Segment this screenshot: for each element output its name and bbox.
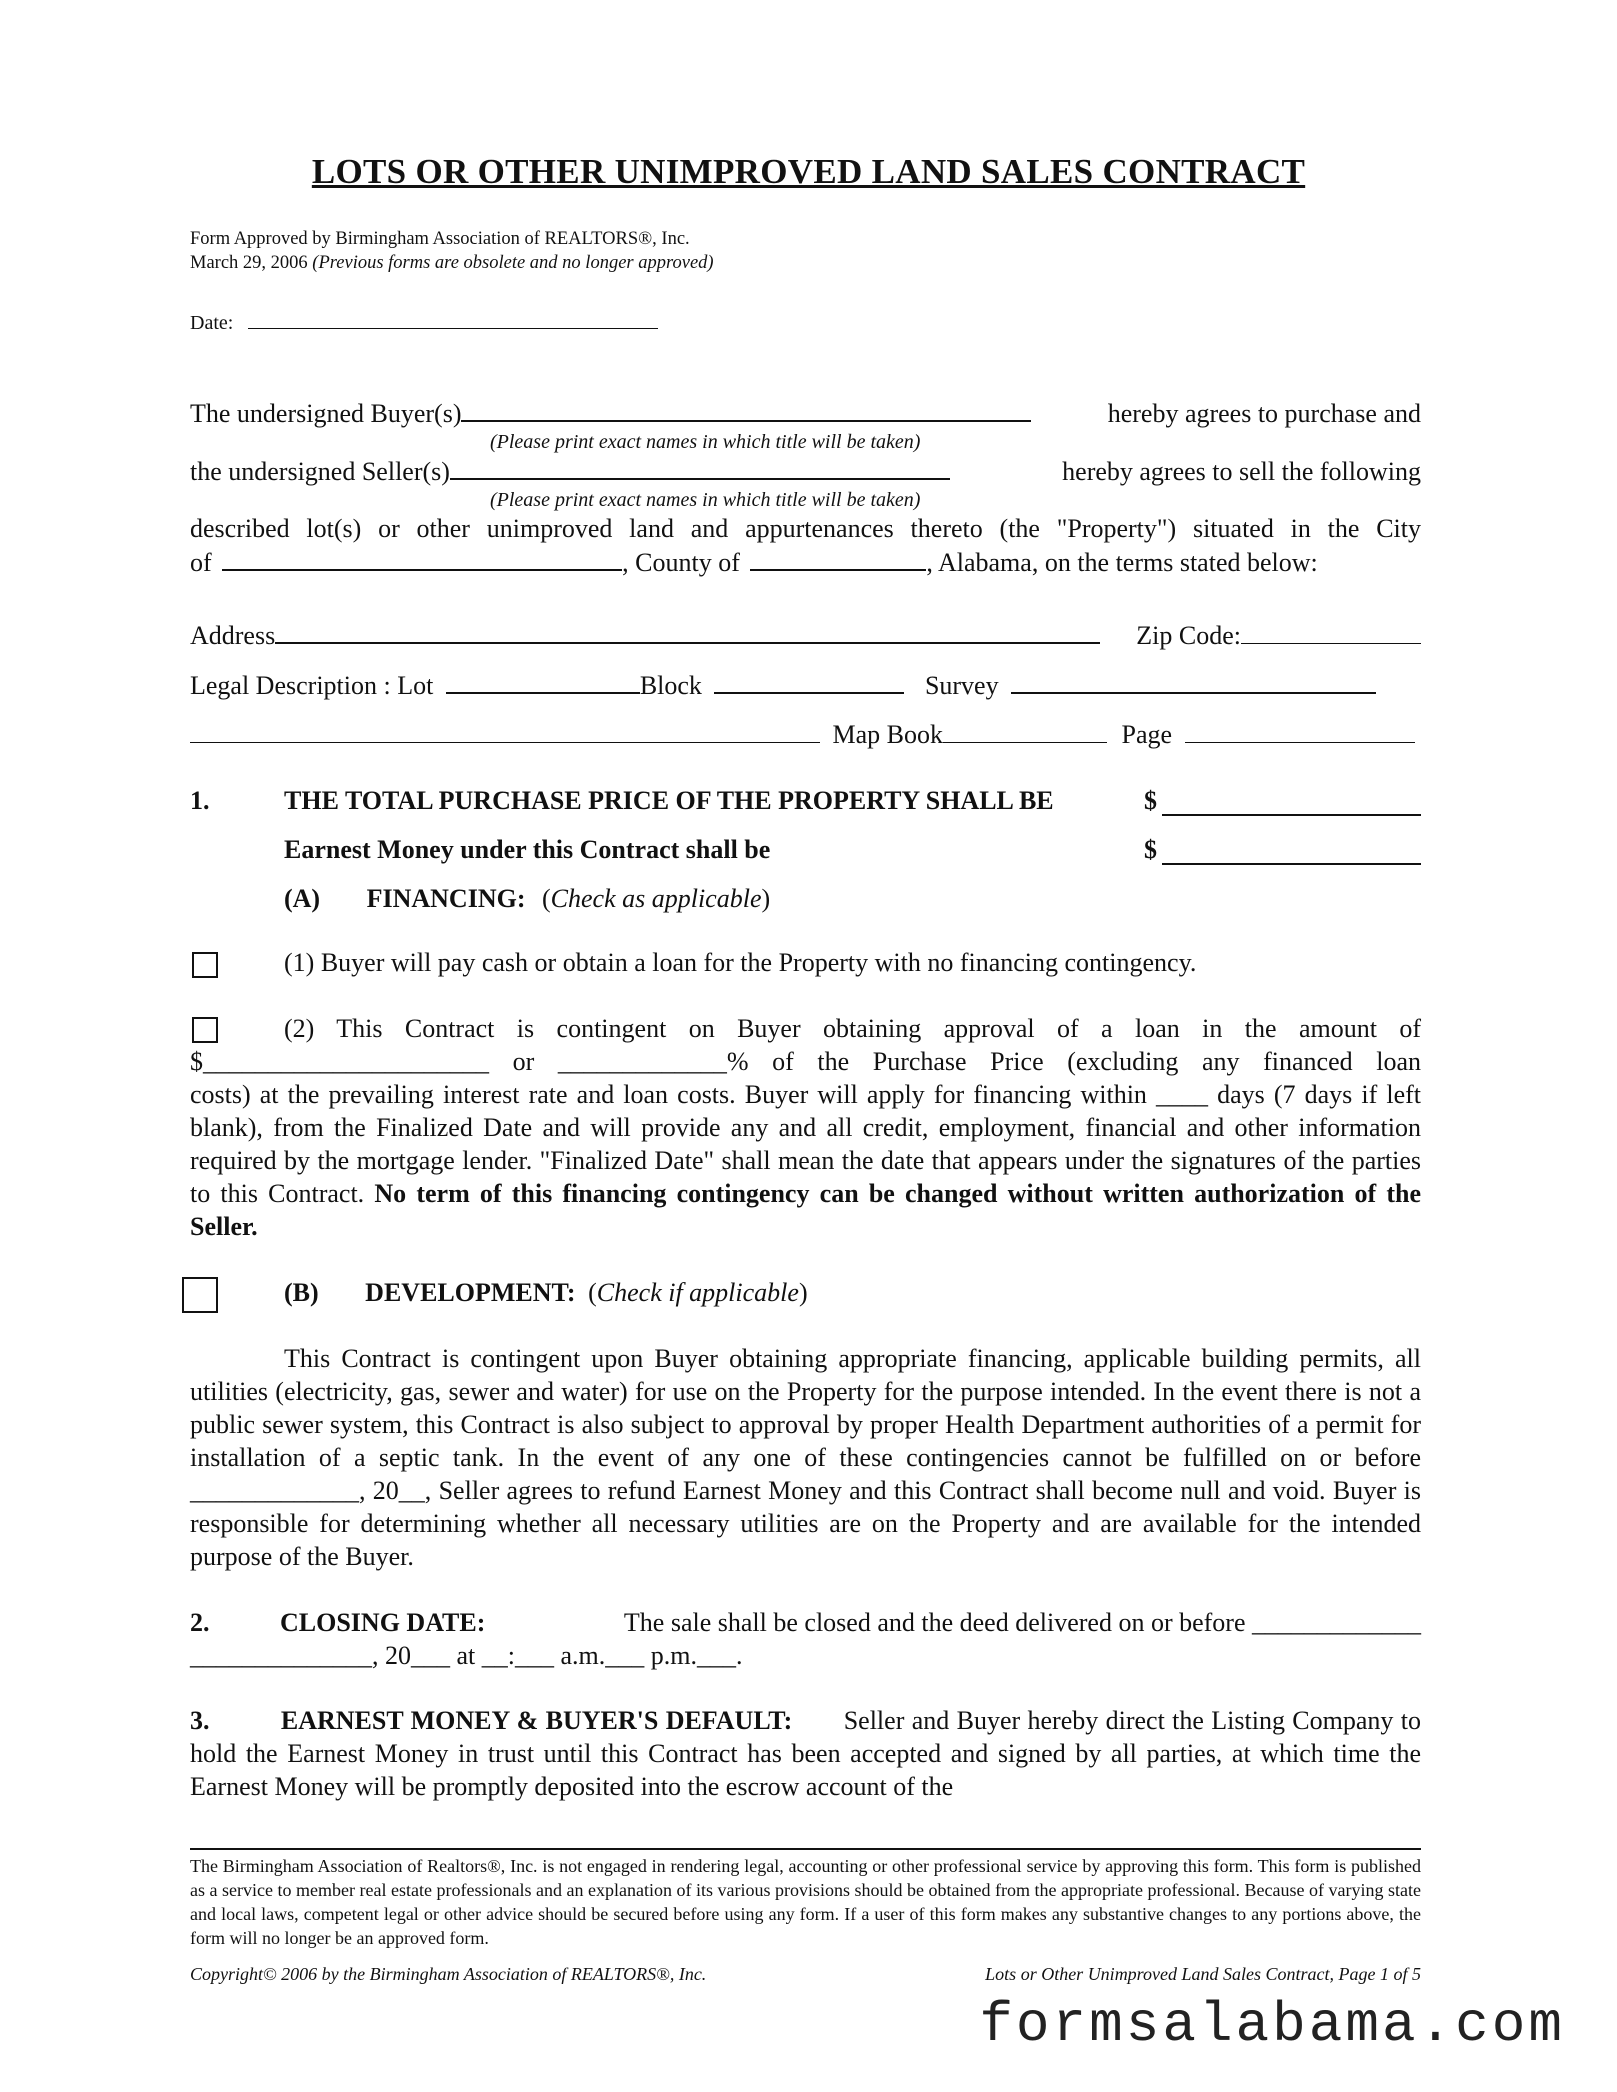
earnest-currency: $	[1144, 835, 1157, 864]
option1-text: (1) Buyer will pay cash or obtain a loan for the Property with no financing contingency.	[284, 948, 1197, 977]
county-label: , County of	[622, 548, 740, 577]
section2-number: 2.	[190, 1608, 210, 1637]
legal-label: Legal Description : Lot	[190, 671, 434, 700]
section2-row	[190, 1606, 1421, 1639]
seller-label: the undersigned Seller(s)	[190, 457, 450, 486]
seller-row	[190, 454, 1421, 488]
option2-block	[190, 1012, 1421, 1243]
mapbook-row	[190, 718, 1421, 751]
seller-suffix: hereby agrees to sell the following	[1062, 457, 1421, 486]
footer-divider	[190, 1848, 1421, 1850]
buyer-suffix: hereby agrees to purchase and	[1107, 399, 1421, 428]
footer-notice: The Birmingham Association of Realtors®, Inc. is not engaged in rendering legal, accounting or other professional service by approving this form. This form is published as a service to member real estate professionals and an explanation of its various provisions should be obtained from the appropriate professional. Because of varying state and local laws, competent legal or other advice should be secured before using any form. If a user of this form makes any substantive changes to any portions above, the form will no longer be an approved form.	[190, 1856, 1421, 1948]
described-line: described lot(s) or other unimproved land and appurtenances thereto (the "Property") situated in the City	[190, 514, 1421, 543]
survey-label: Survey	[924, 671, 999, 700]
parties-block	[190, 396, 1421, 579]
section2-block	[190, 1606, 1421, 1672]
section3-heading: EARNEST MONEY & BUYER'S DEFAULT:	[280, 1706, 793, 1735]
page-number: Lots or Other Unimproved Land Sales Contract, Page 1 of 5	[985, 1964, 1421, 1984]
financing-row: (A) FINANCING: (Check as applicable)	[284, 884, 771, 913]
section3-block	[190, 1704, 1421, 1803]
watermark: formsalabama.com	[979, 1993, 1565, 2057]
city-field[interactable]	[222, 545, 622, 571]
zip-label: Zip Code:	[1136, 621, 1241, 650]
option2-line1: (2) This Contract is contingent on Buyer obtaining approval of a loan in the amount of	[284, 1014, 1421, 1043]
development-heading: DEVELOPMENT:	[365, 1278, 576, 1307]
financing-heading: FINANCING:	[366, 884, 526, 913]
development-checkbox[interactable]	[182, 1277, 218, 1313]
earnest-money-field[interactable]	[1162, 839, 1421, 865]
approval-line: Form Approved by Birmingham Association of REALTORS®, Inc.	[190, 229, 690, 249]
section2-heading: CLOSING DATE:	[280, 1608, 486, 1637]
section1-heading: THE TOTAL PURCHASE PRICE OF THE PROPERTY SHALL BE	[284, 786, 1054, 815]
document-title: LOTS OR OTHER UNIMPROVED LAND SALES CONTRACT	[311, 152, 1306, 191]
city-county-row	[190, 545, 1421, 579]
date-field[interactable]	[248, 308, 658, 329]
block-field[interactable]	[714, 668, 904, 694]
financing-note: Check as applicable	[550, 884, 762, 913]
section1-number: 1.	[190, 786, 210, 815]
price-currency: $	[1144, 786, 1157, 815]
date-label: Date:	[190, 312, 234, 334]
approval-date-line	[190, 251, 714, 275]
purchase-price-field[interactable]	[1162, 790, 1421, 816]
legal-extra-field[interactable]	[190, 722, 820, 743]
mapbook-label: Map Book	[832, 720, 943, 749]
section3-text: Seller and Buyer hereby direct the Listing Company to hold the Earnest Money in trust until this Contract has been accepted and signed by all parties, at which time the Earnest Money will be promptly deposited into the escrow account of the	[190, 1706, 1421, 1801]
page-label: Page	[1121, 720, 1173, 749]
earnest-row	[284, 833, 1421, 866]
option2-bold: No term of this financing contingency can be changed without written authorization of the Seller.	[190, 1179, 1422, 1241]
lot-field[interactable]	[446, 668, 640, 694]
buyer-row	[190, 396, 1421, 430]
buyer-name-field[interactable]	[461, 396, 1031, 422]
address-row	[190, 618, 1421, 652]
approval-note: (Previous forms are obsolete and no longer approved)	[312, 253, 714, 273]
address-label: Address	[190, 621, 276, 650]
seller-name-field[interactable]	[450, 454, 950, 480]
development-row: (B) DEVELOPMENT: (Check if applicable)	[284, 1278, 808, 1307]
financing-letter: (A)	[284, 884, 321, 913]
approval-block	[190, 227, 714, 275]
page-field[interactable]	[1185, 722, 1415, 743]
city-label: of	[190, 548, 212, 577]
section2-text: The sale shall be closed and the deed delivered on or before _____________	[623, 1608, 1421, 1637]
mapbook-field[interactable]	[943, 722, 1107, 743]
development-note: Check if applicable	[596, 1278, 799, 1307]
approval-date: March 29, 2006	[190, 253, 308, 273]
date-row	[190, 308, 658, 335]
buyer-hint: (Please print exact names in which title will be taken)	[490, 431, 921, 453]
section3-body	[190, 1704, 1421, 1803]
option2-body	[190, 1078, 1421, 1243]
section1-price-row	[284, 784, 1421, 817]
option2-line2: $______________________ or _____________% of the Purchase Price (excluding any financed loan	[190, 1047, 1421, 1076]
section3-number: 3.	[190, 1706, 210, 1735]
zip-field[interactable]	[1241, 623, 1421, 644]
development-letter: (B)	[284, 1278, 319, 1307]
earnest-label: Earnest Money under this Contract shall be	[284, 835, 771, 864]
block-label: Block	[639, 671, 702, 700]
county-field[interactable]	[750, 545, 926, 571]
option2-text: costs) at the prevailing interest rate and loan costs. Buyer will apply for financing within ____ days (7 days if left blank), from the Finalized Date and will provide any and all credit, employment, financial and other information required by the mortgage lender. "Finalized Date" shall mean the date that appears under the signatures of the parties to this Contract.	[190, 1080, 1421, 1208]
section2-line2: ______________, 20___ at __:___ a.m.___ p.m.___.	[190, 1641, 743, 1670]
seller-hint: (Please print exact names in which title will be taken)	[490, 489, 921, 511]
copyright: Copyright© 2006 by the Birmingham Association of REALTORS®, Inc.	[190, 1964, 707, 1984]
address-field[interactable]	[275, 618, 1100, 644]
legal-row	[190, 668, 1421, 702]
development-text: This Contract is contingent upon Buyer obtaining appropriate financing, applicable building permits, all utilities (electricity, gas, sewer and water) for use on the Property for the purpose intended. In the event there is not a public sewer system, this Contract is also subject to approval by proper Health Department authorities of a permit for installation of a septic tank. In the event of any one of these contingencies cannot be fulfilled on or before _____________, 20__, Seller agrees to refund Earnest Money and this Contract shall become null and void. Buyer is responsible for determining whether all necessary utilities are on the Property and are available for the intended purpose of the Buyer.	[190, 1344, 1421, 1571]
survey-field[interactable]	[1011, 668, 1376, 694]
terms-label: , Alabama, on the terms stated below:	[926, 548, 1318, 577]
buyer-label: The undersigned Buyer(s)	[190, 399, 462, 428]
cash-checkbox[interactable]	[192, 952, 218, 978]
